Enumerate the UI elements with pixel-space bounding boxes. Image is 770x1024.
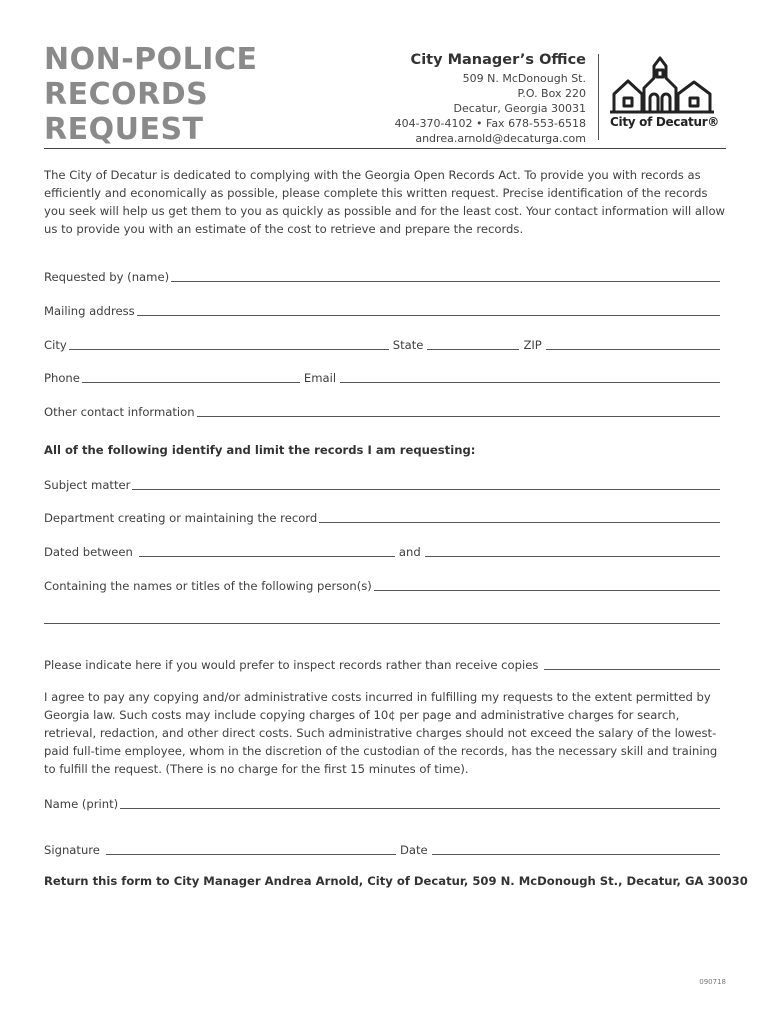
other-contact-field[interactable]: [197, 416, 720, 417]
subject-matter-field[interactable]: [132, 489, 720, 490]
dated-between-label: Dated between: [44, 545, 133, 559]
logo-wordmark: City of Decatur®: [610, 115, 720, 129]
office-address-po-box: P.O. Box 220: [517, 87, 586, 100]
name-print-field[interactable]: [120, 808, 720, 809]
inspect-records-row: [44, 656, 720, 672]
intro-paragraph: The City of Decatur is dedicated to complying with the Georgia Open Records Act. To provide you with records as efficiently and economically as possible, please complete this written request. Precise identification of the records you seek will help us get them to you as quickly as possible and for the least cost. Your contact information will allow us to provide you with an estimate of the cost to retrieve and prepare the records.: [44, 168, 726, 236]
email-field[interactable]: [340, 382, 720, 383]
phone-email-row: [44, 369, 720, 385]
subject-matter-label: Subject matter: [44, 478, 131, 492]
date-label: Date: [399, 843, 428, 857]
zip-field[interactable]: [546, 349, 720, 350]
and-label: and: [398, 545, 421, 559]
name-print-label: Name (print): [44, 797, 119, 811]
form-code: 090718: [699, 978, 726, 986]
payment-agreement-paragraph: I agree to pay any copying and/or administrative costs incurred in fulfilling my requests to the extent permitted by Georgia law. Such costs may include copying charges of 10¢ per page and administrative charges for search, retrieval, redaction, and other direct costs. Such administrative charges should not exceed the salary of the lowest-paid full-time employee, whom in the discretion of the custodian of the records, has the necessary skill and training to fulfill the request. (There is no charge for the first 15 minutes of time).: [44, 690, 718, 776]
form-title: NON-POLICE RECORDS REQUEST: [44, 42, 258, 147]
date-to-field[interactable]: [425, 556, 720, 557]
header-divider: [598, 54, 599, 140]
header-rule: [44, 148, 726, 149]
department-label: Department creating or maintaining the record: [44, 511, 318, 525]
office-contact-block: [395, 52, 586, 146]
subject-matter-row: [44, 476, 720, 492]
mailing-address-field[interactable]: [137, 315, 720, 316]
phone-field[interactable]: [82, 382, 300, 383]
person-names-row-2: [44, 610, 720, 626]
mailing-address-row: [44, 302, 720, 318]
mailing-address-label: Mailing address: [44, 304, 135, 318]
requested-by-field[interactable]: [171, 281, 720, 282]
email-label: Email: [303, 371, 337, 385]
requested-by-label: Requested by (name): [44, 270, 170, 284]
date-from-field[interactable]: [139, 556, 395, 557]
person-names-field-2[interactable]: [44, 623, 720, 624]
requested-by-row: [44, 268, 720, 284]
signature-label: Signature: [44, 843, 100, 857]
person-names-row: [44, 577, 720, 593]
city-label: City: [44, 338, 67, 352]
city-state-zip-row: [44, 336, 720, 352]
date-field[interactable]: [432, 854, 720, 855]
office-address-street: 509 N. McDonough St.: [462, 72, 586, 85]
name-print-row: [44, 795, 720, 811]
inspect-records-label: Please indicate here if you would prefer to inspect records rather than receive copies: [44, 658, 539, 672]
department-field[interactable]: [319, 522, 720, 523]
other-contact-row: [44, 403, 720, 419]
person-names-field[interactable]: [374, 590, 720, 591]
person-names-label: Containing the names or titles of the following person(s): [44, 579, 372, 593]
signature-field[interactable]: [106, 854, 396, 855]
phone-label: Phone: [44, 371, 80, 385]
inspect-records-field[interactable]: [544, 669, 720, 670]
office-name: City Manager’s Office: [410, 52, 586, 68]
office-phone-fax: 404-370-4102 • Fax 678-553-6518: [394, 117, 586, 130]
other-contact-label: Other contact information: [44, 405, 195, 419]
return-instructions: Return this form to City Manager Andrea Arnold, City of Decatur, 509 N. McDonough St., Decatur, GA 30030: [44, 874, 748, 888]
signature-date-row: [44, 841, 720, 857]
city-field[interactable]: [69, 349, 389, 350]
state-field[interactable]: [427, 349, 519, 350]
dated-between-row: [44, 543, 720, 559]
department-row: [44, 509, 720, 525]
office-address-city: Decatur, Georgia 30031: [453, 102, 586, 115]
zip-label: ZIP: [523, 338, 542, 352]
office-email: andrea.arnold@decaturga.com: [415, 132, 586, 145]
records-section-heading: All of the following identify and limit the records I am requesting:: [44, 443, 476, 457]
state-label: State: [392, 338, 424, 352]
